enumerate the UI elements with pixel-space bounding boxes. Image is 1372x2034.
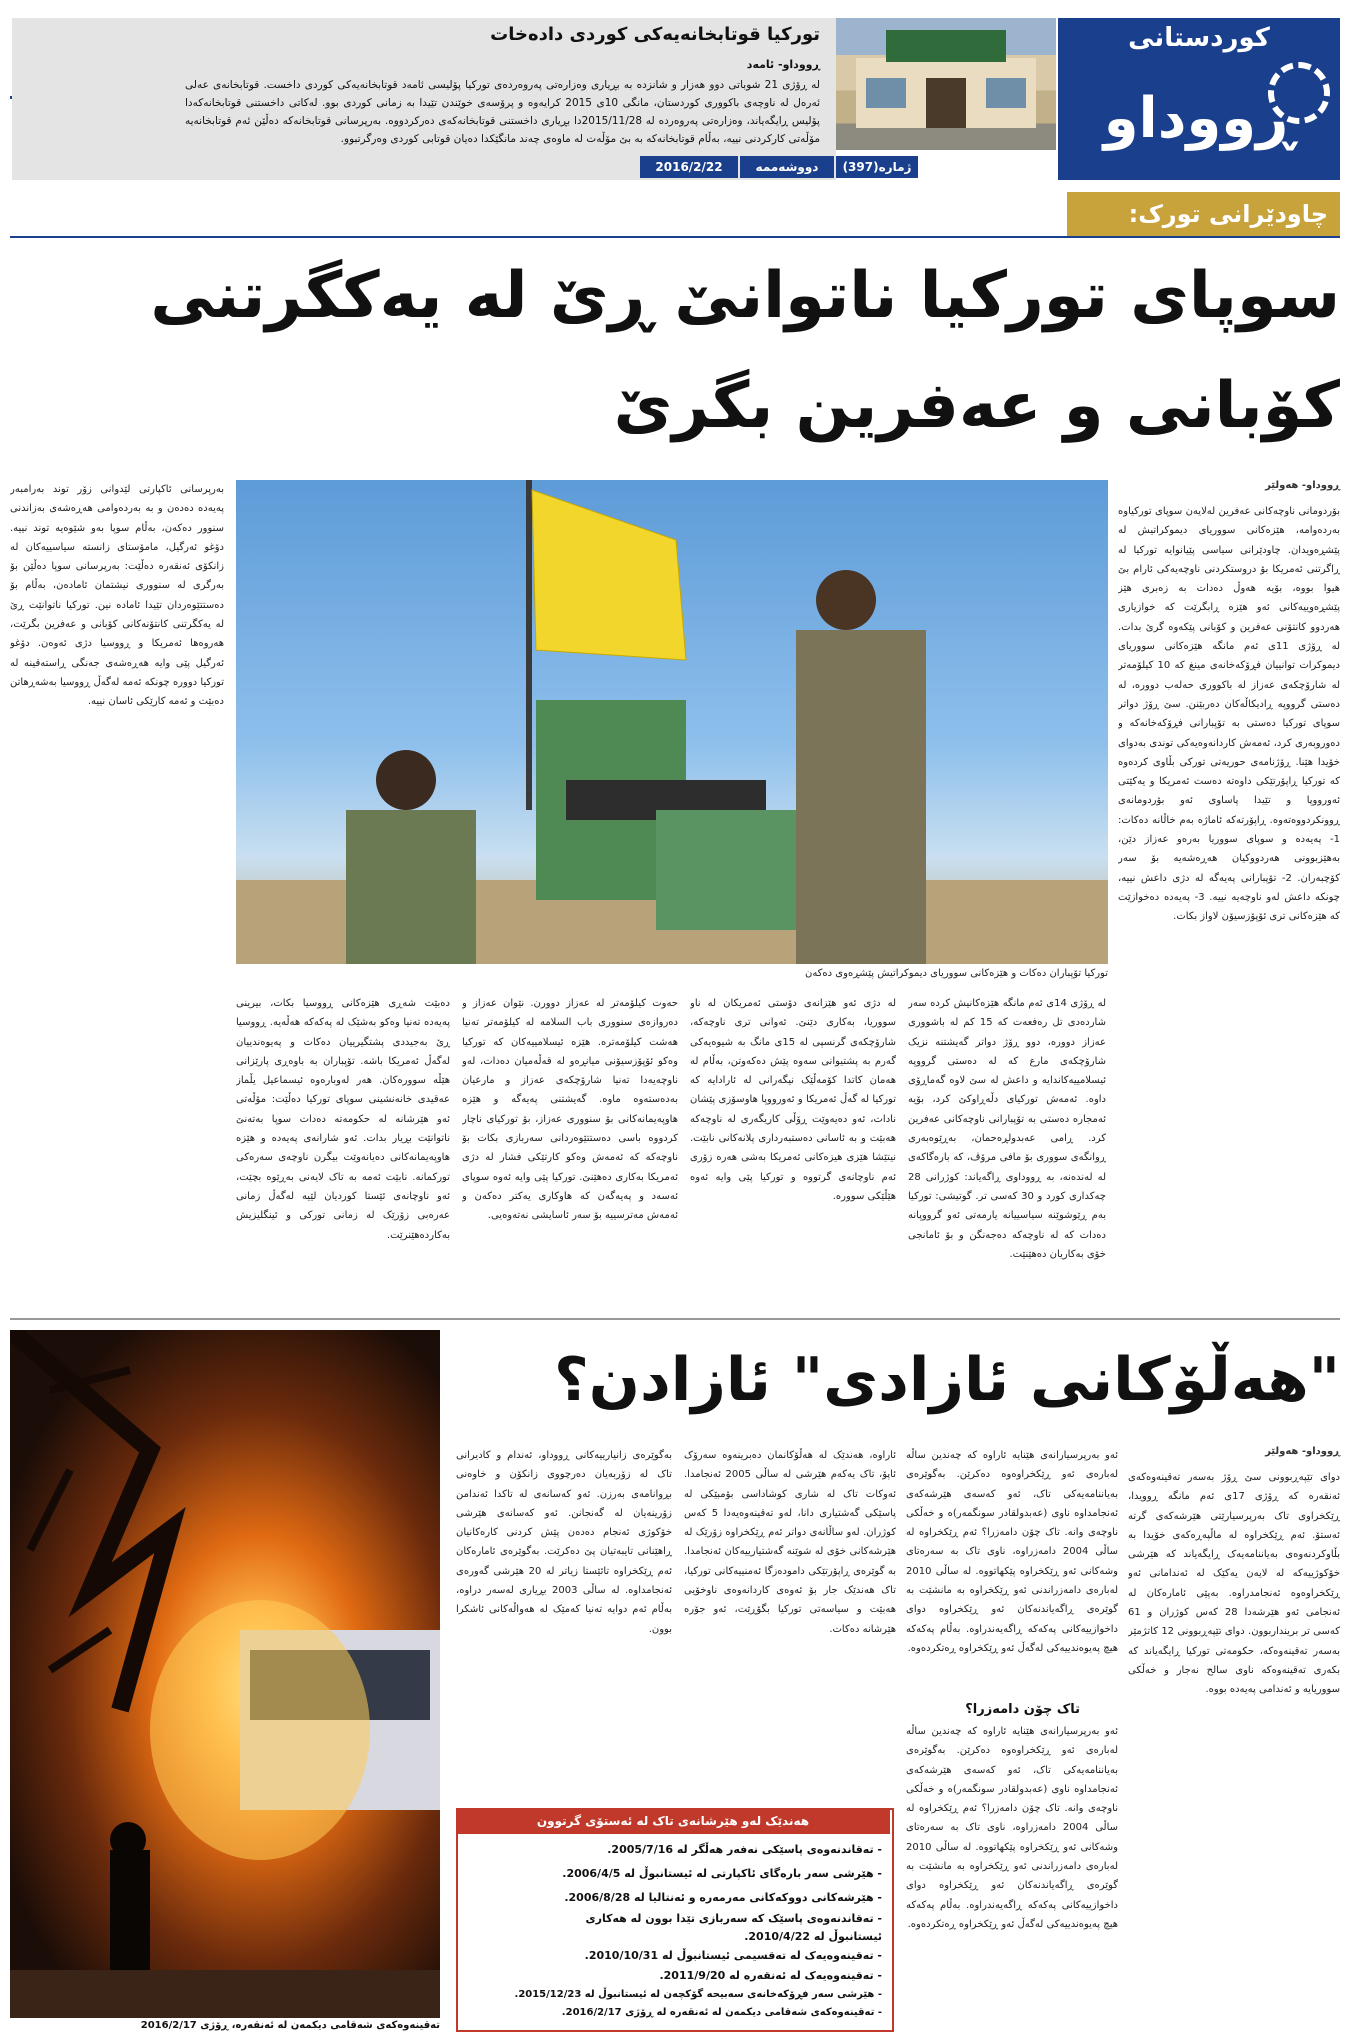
attacks-list-box	[456, 1808, 894, 2032]
top-news-headline: تورکیا قوتابخانەیەکی کوردی دادەخات	[490, 24, 820, 45]
issue-day: دووشەممە	[740, 156, 834, 178]
article2-byline: ڕووداو- هەولێر	[1265, 1446, 1340, 1457]
logo-name: ڕووداو	[1103, 86, 1295, 151]
article-divider	[10, 1318, 1340, 1320]
school-photo-illustration	[836, 18, 1056, 150]
article1-column-3: لە دژی ئەو هێزانەی دۆستی ئەمریکان لە ناو سووریا، بەکاری دێنێ. ئەوانی تری ناوچەکە، شارۆچکەی گرنسپی لە 15ی مانگ بە شیوەیەکی گەرم بە پشتیوانی سەوە پێش دەکەوتن، بەڵام لە هەمان کاتدا کۆمەڵێک نیگەرانی لە ئارادایە کە تورکیا لە گەڵ ئەمریکا و ئەورووپا هاوسۆزی پێشان نادات، ئەو دەیەوێت ڕۆڵی کاریگەری لە ناوچەکە هەبێت و بە ئاسانی دەستبەرداری پلانەکانی نابێت. نیتێشا هێزی هیزەکانی ئەمریکا بەشی هەرە زۆری ئەم ناوچانەی گرتووە و تورکیا پێی وایە ئەوە هێڵێکی سوورە.	[690, 998, 896, 1202]
article1-column-6: بەرپرسانی ئاکپارتی لێدوانی زۆر توند بەرامبەر پەیەدە دەدەن و بە بەردەوامی هەڕەشەی بەزاندنی سنوور دەکەن، بەڵام سوپا بەو شێوەیە توند نییە. دۆغو ئەرگیل، مامۆستای زانستە سیاسییەکان لە زانکۆی ئەنقەرە دەڵێت: بەرپرسانی سوپا دەڵێن بۆ بەرگری لە سنووری نیشتمان ئامادەن، بەڵام بۆ دەستتێوەردان تێیدا ئامادە نین. تورکیا ناتوانێت ڕێ لە یەکگرتنی کانتۆنەکانی کۆبانی و عەفرین بگرێت، هەروەها ئەمریکا و ڕووسیا دژی ئەوەن. دۆغو ئەرگیل پێی وایە هەڕەشەی جەنگی ڕاستەقینە لە تورکیا دوورە چونکە ئەمە لەگەڵ ڕووسیا بەشەڕهاتن دەبێت و ئەمە کارێکی ئاسان نییە.	[10, 484, 224, 708]
section-rule	[10, 236, 1340, 238]
list-item: - تەقینەوەیەک لە تەقسیمی ئیستانبوڵ لە 2010/10/31.	[584, 1949, 882, 1962]
article2-column-4: بەگوێرەی زانیارییەکانی ڕووداو، ئەندام و کادیرانی تاک لە زۆربەیان دەرچووی زانکۆن و خاوەنی بڕوانامەی بەرزن. ئەو کەسانەی لە تاکدا ئەندامن زۆرینەیان لە گەنجانن. ئەو کەسانەی هێرشی خۆکوژی ئەنجام دەدەن پێش کردنی کارەکانیان ڕاهێنانی تایبەتیان پێ دەکرێت. بەگوێرەی ئامارەکان ئەم ڕێکخراوە تائێستا زیاتر لە 20 هێرشی گەورەی ئەنجامداوە. لە ساڵی 2003 بڕیاری لەسەر دراوە، بەڵام ئەم دوایە تەنیا کەمێک لە هەواڵەکانی ئاشکرا بوون.	[456, 1450, 672, 1635]
top-news-byline: ڕووداو- ئامەد	[746, 58, 820, 71]
list-item: - هێرشی سەر فڕۆکەخانەی سەبیحە گۆکچەن لە ئیستانبوڵ لە 2015/12/23.	[514, 1989, 882, 2000]
top-news-body: لە ڕۆژی 21 شوباتی دوو هەزار و شانزدە بە بڕیاری وەزارەتی پەروەردەی تورکیا پۆلیسی ئامەد قوتابخانەیەکی کوردی داخست. قوتابخانەی عەلی ئەرەل لە ناوچەی باکووری کوردستان، مانگی 10ی 2015 کرایەوە و پرۆسەی خوێندن تێیدا بە زمانی کوردی بوو. لەکاتی داخستنی قوتابخانەکەدا پۆلیس ڕایگەیاند، وەزارەتی پەروەردە لە 2015/11/28دا بڕیاری داخستنی قوتابخانەکەی دەرکردووە. بەرپرسانی قوتابخانەکە دەڵێن ئەم قوتابخانەیە مۆڵەتی کارکردنی نییە، بەڵام قوتابخانەکە بە بێ مۆڵەت لە ماوەی چەند مانگێکدا دەیان قوتابی کوردی وەرگرتبوو.	[185, 79, 821, 145]
list-item: - هێرشی سەر بارەگای ئاکپارتی لە ئیستانبوڵ لە 2006/4/5.	[562, 1867, 882, 1880]
main-headline-line1: سوپای تورکیا ناتوانێ ڕێ لە یەکگرتنی	[150, 259, 1340, 333]
issue-date: 2016/2/22	[640, 156, 738, 178]
article1-column-4: حەوت کیلۆمەتر لە عەزاز دوورن. نێوان عەزاز و دەروازەی سنووری باب السلامە لە کیلۆمەتر تەنیا هەشت کیلۆمەترە. هێزە ئیسلامییەکان کە تورکیا وەکو ئۆپۆزسیۆنی میانڕەو لە قەڵەمیان دەدات، لەو ناوچەیەدا تەنیا شارۆچکەی عەزاز و مارعیان بەدەستەوە ماوە. گەیشتنی پەیەگە و هێزە هاوپەیمانەکانی بۆ سنووری عەزاز، بۆ تورکیای ناچار کردووە باسی دەستتێوەردانی سەربازی بکات بۆ ناوچەکە کە ئەمەش وەکو کارتێکی فشار لە دژی ئەمریکا بەکاری دەهێنێ. تورکیا پێی وایە ئەوە سوپای ئەسەد و پەیەگەن کە هاوکاری یەکتر دەکەن و ئەمەش مەترسییە بۆ سەر ئاسایشی نەتەوەیی.	[462, 998, 678, 1222]
newspaper-logo	[1058, 18, 1340, 180]
article2-column-1: دوای تێپەڕبوونی سێ ڕۆژ بەسەر تەقینەوەکەی ئەنقەرە کە ڕۆژی 17ی ئەم مانگە ڕوویدا، ڕێکخراوی تاک بەرپرسیارێتی هێرشەکەی گرتە ئەستۆ. ئەم ڕێکخراوە لە ماڵپەڕەکەی خۆیدا بە بڵاوکردنەوەی بەیاننامەیەک ڕایگەیاند کە هێرشی خۆکوژییەکە لە لایەن یەکێک لە ئەندامانی ئەو ڕێکخراوەوە ئەنجامدراوە. بەپێی ئامارەکان لە ئەنجامی ئەو هێرشەدا 28 کەس کوژران و 61 کەسی تر برینداربوون. دوای تێپەڕبوونی 12 کاتژمێر بەسەر تەقینەوەکە، حکومەتی تورکیا ڕایگەیاند کە بکەری تەقینەوەکە ناوی سالح نەجار و خەڵکی سووریایە و ئەندامی پەیەدە بووە.	[1128, 1472, 1340, 1696]
article2-column-2b: ئەو بەرپرسیارانەی هێنایە ئاراوە کە چەندین ساڵە لەبارەی ئەو ڕێکخراوەوە دەکرێن. بەگوێرەی بەیاننامەیەکی تاک، ئەو کەسەی هێرشەکەی ئەنجامداوە ناوی (عەبدولقادر سونگمەر)ە و خەڵکی ناوچەی وانە. تاک چۆن دامەزرا؟ ئەم ڕێکخراوە لە ساڵی 2004 دامەزراوە، ناوی تاک بە سەرەتای وشەکانی ئەو ڕێکخراوە پێکهاتووە. لە ساڵی 2010 لەبارەی دامەزراندنی ئەو ڕێکخراوە بە مانشێت بە گوێرەی ڕاگەیاندنەکان ئەو ڕێکخراوە دوای داخوازییەکانی پەکەکە ڕاگەیەندراوە. بەڵام پەکەکە هیچ پەیوەندییەکی لەگەڵ ئەو ڕێکخراوە ڕەتکردەوە.	[906, 1726, 1118, 1930]
attacks-list	[466, 1838, 882, 2022]
article1-column-2: لە ڕۆژی 14ی ئەم مانگە هێزەکانیش کردە سەر شاردەدی تل رەفعەت کە 15 کم لە باشووری عەزاز دوورە، دوو ڕۆژ دواتر گەیشتنە نزیک شارۆچکەی مارع کە لە دەستی گرووپە ئیسلامییەکاندایە و داعش لە سێ لاوە گەماڕۆی داوە. ئەمەش تورکیای دڵەڕاوکێ کرد، بۆیە ئەمجارە دەستی بە تۆپبارانی ناوچەکانی عەفرین کرد. ڕامی عەبدولڕەحمان، بەڕێوەبەری ڕوانگەی سووری بۆ مافی مرۆڤ، کە بارەگاکەی لە لەندەنە، بە ڕووداوی ڕاگەیاند: کوژرانی 28 چەکداری کورد و 30 کەسی تر. گوتیشی: تورکیا بەم ڕێوشوێنە سیاسییانە یارمەتی ئەو گرووپانە دەدات کە لە ناوچەکە دەجەنگن و بۆ ئامانجی خۆی بەکاریان دەهێنێت.	[908, 998, 1106, 1260]
fighters-photo	[236, 480, 1108, 964]
photo2-caption: تەقینەوەکەی شەقامی دیکمەن لە ئەنقەرە، ڕۆژی 2016/2/17	[140, 2020, 440, 2031]
list-item: - تەقینەوەیەک لە ئەنقەرە لە 2011/9/20.	[659, 1969, 882, 1982]
article1-byline: ڕووداو- هەولێر	[1265, 480, 1340, 491]
article2-subhead: تاک چۆن دامەزرا؟	[965, 1702, 1080, 1717]
issue-number: ژمارە(397)	[836, 156, 918, 178]
sun-icon	[1268, 62, 1330, 124]
article1-column-1: بۆردومانی ناوچەکانی عەفرین لەلایەن سوپای تورکیاوە بەردەوامە، هێزەکانی سووریای دیموکراتیش لە پێشڕەویدان. چاودێرانی سیاسی پێیانوایە تورکیا لە ڕاگرتنی ئەمریکا بۆ دروستکردنی ناوچەیەکی ئارام بێ هیوا بووە، بۆیە هەوڵ دەدات بە زەبری هێز پێشڕەوییەکانی ئەو هێزە ڕابگرێت کە خوازیاری هەردوو کانتۆنی عەفرین و کۆبانی پێکەوە گرێ بدات. لە ڕۆژی 11ی ئەم مانگە هێزەکانی سووریای دیموکرات توانییان فڕۆکەخانەی مینغ کە 10 کیلۆمەتر لە شارۆچکەی عەزاز لە باکووری حەلەب دوورە، لە دەستی گرووپە ڕادیکاڵەکان دەربێنن. سێ ڕۆژ دواتر سوپای تورکیا دەستی بە تۆپبارانی فڕۆکەخانەکە و دەوروبەری کرد، ئەمەش کاردانەوەیەکی توندی بەدوای خۆیدا هێنا. ڕۆژنامەی حوریەتی تورکی بڵاوی کردەوە کە تورکیا ڕاپۆرتێکی داوەتە دەست ئەمریکا و یەکێتی ئەورووپا و تێیدا پاساوی ئەو بۆردومانەی ڕوونکردووەتەوە. ڕاپۆرتەکە ئاماژە بەم خاڵانە دەکات: 1- پەیەدە و سوپای سووریا بەرەو عەزاز دێن، بەهێزبوونی هەردووکیان هەڕەشەیە بۆ سەر کۆچبەران. 2- تۆپبارانی پەیەگە لە دژی داعش نییە، چونکە داعش لەو ناوچەیە نییە. 3- پەیەدە دەخوازێت کە هێزەکانی تری ئۆپۆزسیۆن لاواز بکات.	[1118, 506, 1340, 923]
list-item: - هێرشەکانی دووکەکانی مەرمەرە و ئەنتالیا لە 2006/8/28.	[564, 1891, 882, 1904]
article1-column-5: دەبێت شەڕی هێزەکانی ڕووسیا بکات، بیرینی پەیەدە تەنیا وەکو بەشێک لە پەکەکە هەڵەیە. ڕووسیا ڕێ بەجیددی پشتگیرییان دەکات و پەیوەندییان لەگەڵ ئەمریکا باشە. تۆپباران بە باوەڕی پارێزانی هێڵە سوورەکان. هەر لەوبارەوە ئیسماعیل یڵماز عەقیدی خانەنشینی سوپای تورکیا دەڵێت: مۆڵەتی ئەو هێرشانە لە حکومەتە دەدات سوپا بەتەنێ ناتوانێت بڕیار بدات. ئەو شارانەی پەیەدە و هێزە هاوپەیمانەکانی دەیانەوێت بیگرن ناوچەی سەرەکی تورکمانە. نابێت ئەمە بە تاک لایەنی بەڕێوە بچێت، ئەو ناوچانەی ئێستا کوردیان لێیە لەگەڵ زمانی عەرەبی زۆرێک لە زمانی تورکی و ئینگلیزیش بەکاردەهێنرێت.	[236, 998, 450, 1241]
photo1-caption: تورکیا تۆپباران دەکات و هێزەکانی سووریای دیموکراتیش پێشڕەوی دەکەن	[804, 968, 1108, 979]
explosion-photo-illustration	[10, 1330, 440, 2018]
fighters-photo-illustration	[236, 480, 1108, 964]
explosion-photo	[10, 1330, 440, 2018]
list-item: ئیستانبوڵ لە 2010/4/22.	[744, 1930, 882, 1943]
attacks-list-title: هەندێک لەو هێرشانەی تاک لە ئەستۆی گرتوون	[456, 1808, 890, 1834]
second-headline: "هەڵۆکانی ئازادی" ئازادن؟	[553, 1345, 1340, 1415]
article2-column-3: ئاراوە، هەندێک لە هەڵۆکانمان دەبرینەوە سەرۆک ئاپۆ، تاک یەکەم هێرشی لە ساڵی 2005 ئەنجامدا. ئەوکات تاک لە شاری کوشاداسی بۆمبێکی لە پاسێکی گەشتیاری دانا، لەو تەقینەوەیەدا 5 کەس کوژران. لەو ساڵانەی دواتر ئەم ڕێکخراوە زۆرێک لە هێرشەکانی خۆی لە شوێنە گەشتیارییەکان ئەنجامدا. بە گوێرەی ڕاپۆرتێکی دامودەزگا ئەمنییەکانی تورکیا، تاک هەندێک جار بۆ ئەوەی کاردانەوەی ناوخۆیی هەبێت و سیاسەتی تورکیا بگۆڕێت، ئەو جۆرە هێرشانە دەکات.	[684, 1450, 896, 1635]
list-item: - تەقینەوەکەی شەقامی دیکمەن لە ئەنقەرە لە ڕۆژی 2016/2/17.	[561, 2007, 882, 2018]
school-photo	[836, 18, 1056, 150]
list-item: - تەقاندنەوەی پاسێک کە سەربازی تێدا بوون لە هەکاری	[585, 1912, 882, 1925]
article2-column-2: ئەو بەرپرسیارانەی هێنایە ئاراوە کە چەندین ساڵە لەبارەی ئەو ڕێکخراوەوە دەکرێن. بەگوێرەی بەیاننامەیەکی تاک، ئەو کەسەی هێرشەکەی ئەنجامداوە ناوی (عەبدولقادر سونگمەر)ە و خەڵکی ناوچەی وانە. تاک چۆن دامەزرا؟ ئەم ڕێکخراوە لە ساڵی 2004 دامەزراوە، ناوی تاک بە سەرەتای وشەکانی ئەو ڕێکخراوە پێکهاتووە. لە ساڵی 2010 لەبارەی دامەزراندنی ئەو ڕێکخراوە بە مانشێت بە گوێرەی ڕاگەیاندنەکان ئەو ڕێکخراوە دوای داخوازییەکانی پەکەکە ڕاگەیەندراوە. بەڵام پەکەکە هیچ پەیوەندییەکی لەگەڵ ئەو ڕێکخراوە ڕەتکردەوە.	[906, 1450, 1118, 1654]
list-item: - تەقاندنەوەی پاسێکی نەفەر هەڵگر لە 2005/7/16.	[607, 1843, 882, 1856]
main-headline-line2: کۆبانی و عەفرین بگرێ	[613, 369, 1340, 443]
logo-region: کوردستانی	[1058, 18, 1340, 58]
section-tag: چاودێرانی تورک:	[1067, 192, 1340, 236]
